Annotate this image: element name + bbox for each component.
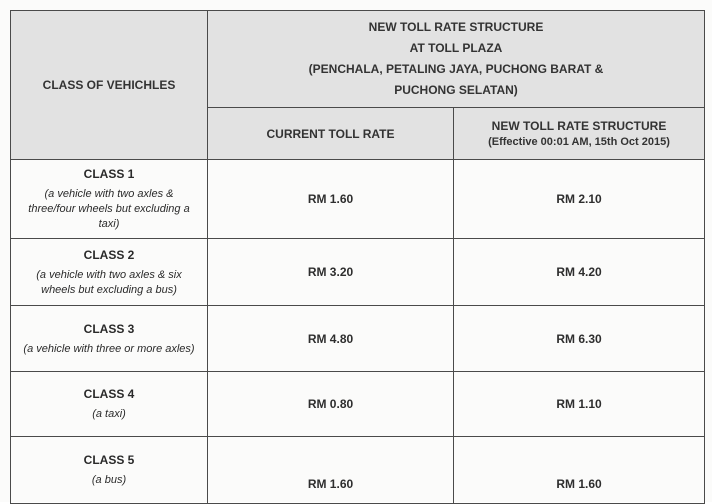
current-rate-cell: RM 3.20 (208, 239, 454, 306)
toll-structure-header (208, 11, 705, 108)
vehicle-class-description: (a vehicle with two axles & three/four wheels but excluding a taxi) (28, 188, 190, 230)
new-rate-cell: RM 1.10 (454, 372, 705, 437)
vehicle-class-name: CLASS 5 (83, 453, 135, 467)
vehicle-class-cell (11, 306, 208, 372)
vehicle-class-name: CLASS 2 (83, 247, 135, 262)
current-rate-cell: RM 1.60 (208, 437, 454, 504)
new-rate-cell: RM 2.10 (454, 160, 705, 239)
vehicle-class-cell (11, 437, 208, 504)
new-rate-cell: RM 4.20 (454, 239, 705, 306)
current-rate-cell: RM 0.80 (208, 372, 454, 437)
new-rate-cell: RM 1.60 (454, 437, 705, 504)
table-row (11, 306, 705, 372)
vehicle-class-description: (a vehicle with three or more axles) (23, 342, 195, 355)
new-toll-rate-effective-date: (Effective 00:01 AM, 15th Oct 2015) (488, 135, 670, 148)
toll-structure-title-line-2: AT TOLL PLAZA (409, 41, 503, 55)
table-row (11, 160, 705, 239)
toll-rate-table (10, 10, 705, 504)
vehicle-class-cell (11, 239, 208, 306)
current-toll-rate-header: CURRENT TOLL RATE (208, 108, 454, 160)
vehicle-class-name: CLASS 3 (83, 321, 135, 336)
toll-plaza-names-line-2: PUCHONG SELATAN) (394, 83, 518, 97)
vehicle-class-cell (11, 160, 208, 239)
current-rate-cell: RM 1.60 (208, 160, 454, 239)
vehicle-class-description: (a taxi) (92, 408, 126, 420)
table-row (11, 372, 705, 437)
current-rate-cell: RM 4.80 (208, 306, 454, 372)
new-toll-rate-header (454, 108, 705, 160)
vehicle-class-name: CLASS 1 (83, 167, 135, 181)
toll-structure-title-line-1: NEW TOLL RATE STRUCTURE (368, 20, 544, 34)
toll-plaza-names-line-1: (PENCHALA, PETALING JAYA, PUCHONG BARAT & (308, 62, 604, 76)
vehicle-class-name: CLASS 4 (83, 387, 135, 401)
vehicle-class-cell (11, 372, 208, 437)
new-rate-cell: RM 6.30 (454, 306, 705, 372)
vehicle-class-description: (a bus) (91, 474, 127, 486)
vehicle-class-description: (a vehicle with two axles & six wheels but excluding a bus) (36, 268, 182, 296)
table-row (11, 437, 705, 504)
table-row (11, 239, 705, 306)
new-toll-rate-header-title: NEW TOLL RATE STRUCTURE (491, 118, 667, 133)
class-of-vehicles-header: CLASS OF VEHICHLES (11, 11, 208, 160)
